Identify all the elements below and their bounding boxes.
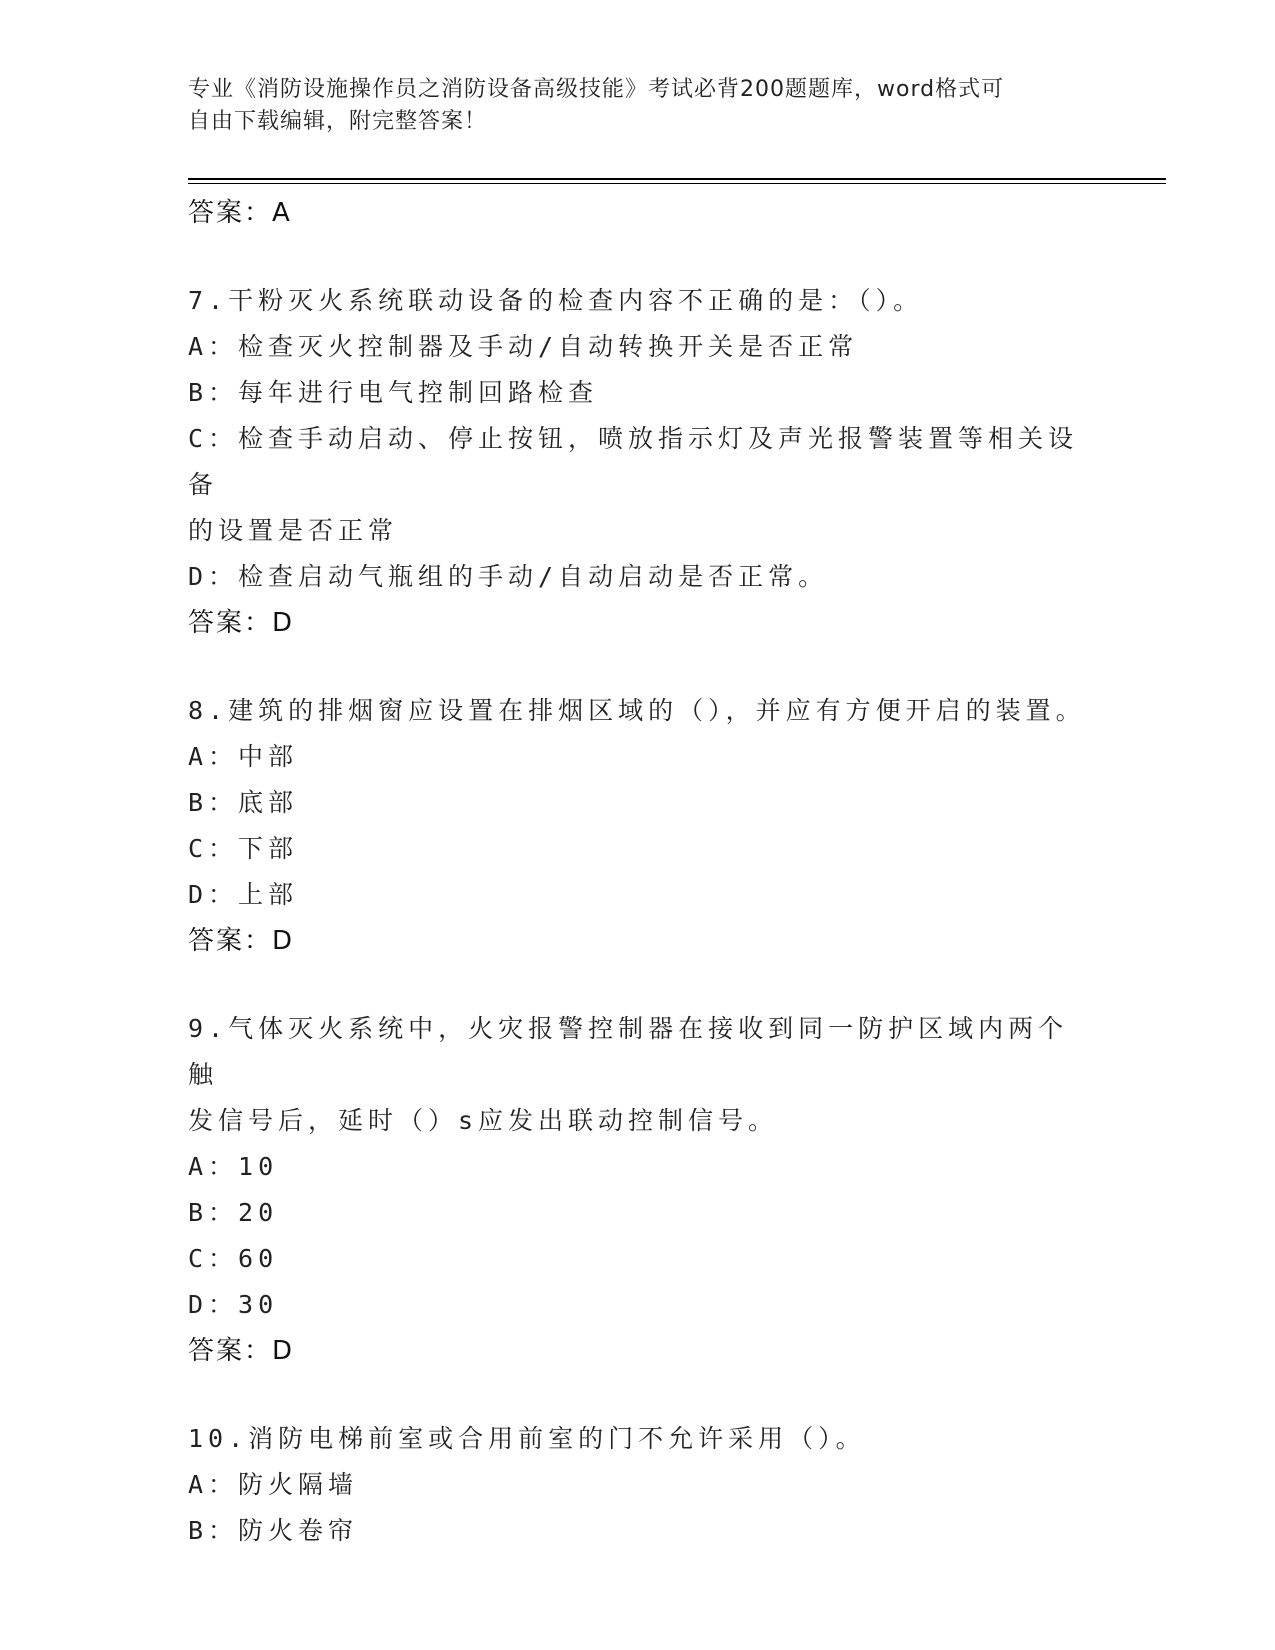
option-a: A：检查灭火控制器及手动/自动转换开关是否正常 bbox=[188, 332, 859, 361]
option-b: B：底部 bbox=[188, 788, 299, 817]
question-7 bbox=[188, 278, 1088, 646]
question-stem-line-2: 发信号后，延时（）s应发出联动控制信号。 bbox=[188, 1106, 779, 1135]
option-c: C：下部 bbox=[188, 834, 299, 863]
option-a: A：防火隔墙 bbox=[188, 1470, 359, 1499]
previous-answer: 答案：A bbox=[188, 198, 292, 228]
question-stem: 10.消防电梯前室或合用前室的门不允许采用（）。 bbox=[188, 1424, 866, 1453]
header-divider-thick bbox=[188, 178, 1166, 180]
answer: 答案：D bbox=[188, 926, 295, 956]
option-d: D：30 bbox=[188, 1290, 279, 1319]
question-8 bbox=[188, 688, 1088, 964]
option-c: C：60 bbox=[188, 1244, 279, 1273]
question-stem bbox=[188, 1006, 1088, 1144]
answer: 答案：D bbox=[188, 1336, 295, 1366]
option-c-line-1: C：检查手动启动、停止按钮，喷放指示灯及声光报警装置等相关设备 bbox=[188, 424, 1079, 499]
option-b: B：每年进行电气控制回路检查 bbox=[188, 378, 599, 407]
option-b: B：20 bbox=[188, 1198, 279, 1227]
option-d: D：上部 bbox=[188, 880, 299, 909]
question-list bbox=[188, 190, 1088, 1554]
option-a: A：中部 bbox=[188, 742, 299, 771]
question-stem: 7.干粉灭火系统联动设备的检查内容不正确的是：（）。 bbox=[188, 286, 924, 315]
question-10 bbox=[188, 1416, 1088, 1554]
document-header bbox=[188, 74, 1068, 138]
option-a: A：10 bbox=[188, 1152, 279, 1181]
option-c-line-2: 的设置是否正常 bbox=[188, 516, 399, 545]
question-stem: 8.建筑的排烟窗应设置在排烟区域的（），并应有方便开启的装置。 bbox=[188, 696, 1086, 725]
header-divider-thin bbox=[188, 183, 1166, 184]
option-b: B：防火卷帘 bbox=[188, 1516, 359, 1545]
question-9 bbox=[188, 1006, 1088, 1374]
question-stem-line-1: 9.气体灭火系统中，火灾报警控制器在接收到同一防护区域内两个触 bbox=[188, 1014, 1069, 1089]
option-c bbox=[188, 416, 1088, 554]
header-line-1: 专业《消防设施操作员之消防设备高级技能》考试必背200题题库，word格式可 bbox=[188, 77, 1005, 102]
header-line-2: 自由下载编辑，附完整答案！ bbox=[188, 109, 488, 134]
option-d: D：检查启动气瓶组的手动/自动启动是否正常。 bbox=[188, 562, 829, 591]
answer: 答案：D bbox=[188, 608, 295, 638]
